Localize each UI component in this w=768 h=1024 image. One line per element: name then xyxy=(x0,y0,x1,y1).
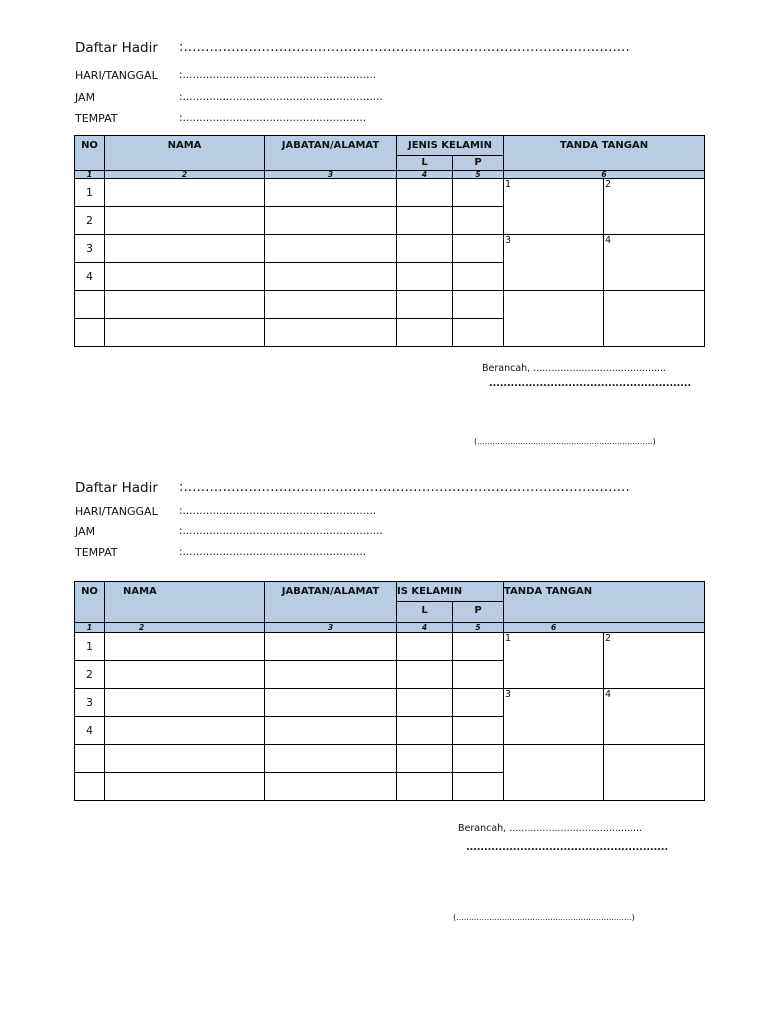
col-index: 2 xyxy=(105,171,265,179)
col-header-tanda-tangan: TANDA TANGAN xyxy=(504,582,705,623)
nama-cell[interactable] xyxy=(105,661,265,689)
col-index: 3 xyxy=(265,623,397,633)
jabatan-cell[interactable] xyxy=(265,689,397,717)
p-cell[interactable] xyxy=(453,689,504,717)
p-cell[interactable] xyxy=(453,717,504,745)
signature-name-line: (.....................................................................) xyxy=(474,437,656,446)
col-header-l: L xyxy=(397,602,453,623)
col-index: 4 xyxy=(397,623,453,633)
p-cell[interactable] xyxy=(453,633,504,661)
l-cell[interactable] xyxy=(397,291,453,319)
col-header-tanda-tangan: TANDA TANGAN xyxy=(504,136,705,171)
field-value-date: :.......................................................... xyxy=(179,69,377,81)
title-fill-line: :....................................................................................................... xyxy=(179,40,630,55)
place-date-line: Berancah, ............................................ xyxy=(458,823,643,834)
col-index: 1 xyxy=(75,171,105,179)
field-value-time: :............................................................ xyxy=(179,91,383,103)
p-cell[interactable] xyxy=(453,207,504,235)
jabatan-cell[interactable] xyxy=(265,319,397,347)
p-cell[interactable] xyxy=(453,235,504,263)
row-number: 3 xyxy=(75,235,105,263)
nama-cell[interactable] xyxy=(105,773,265,801)
col-index: 6 xyxy=(504,623,705,633)
row-number: 4 xyxy=(75,717,105,745)
row-number: 1 xyxy=(75,179,105,207)
field-label-date: HARI/TANGGAL xyxy=(75,69,158,82)
signature-name-line: (.....................................................................) xyxy=(453,913,635,922)
col-header-nama: NAMA xyxy=(105,582,265,623)
jabatan-cell[interactable] xyxy=(265,207,397,235)
row-number: 4 xyxy=(75,263,105,291)
l-cell[interactable] xyxy=(397,689,453,717)
place-date-line: Berancah, ............................................ xyxy=(482,363,667,374)
col-header-nama: NAMA xyxy=(105,136,265,171)
col-header-no: NO xyxy=(75,136,105,171)
nama-cell[interactable] xyxy=(105,263,265,291)
nama-cell[interactable] xyxy=(105,745,265,773)
signature-cell[interactable]: 1 xyxy=(504,179,604,235)
jabatan-cell[interactable] xyxy=(265,291,397,319)
row-number: 1 xyxy=(75,633,105,661)
signature-cell[interactable]: 3 xyxy=(504,689,604,745)
form-title: Daftar Hadir xyxy=(75,480,158,496)
signature-cell[interactable] xyxy=(504,291,604,347)
form-title: Daftar Hadir xyxy=(75,40,158,56)
nama-cell[interactable] xyxy=(105,207,265,235)
l-cell[interactable] xyxy=(397,745,453,773)
col-header-p: P xyxy=(453,156,504,171)
p-cell[interactable] xyxy=(453,661,504,689)
row-number: 3 xyxy=(75,689,105,717)
field-value-place: :....................................................... xyxy=(179,112,367,124)
col-index: 5 xyxy=(453,623,504,633)
table-row xyxy=(75,633,705,661)
signature-cell[interactable]: 3 xyxy=(504,235,604,291)
signature-cell[interactable] xyxy=(604,745,705,801)
col-header-jenis-kelamin: IS KELAMIN xyxy=(397,582,504,602)
p-cell[interactable] xyxy=(453,745,504,773)
signature-cell[interactable] xyxy=(604,291,705,347)
row-number xyxy=(75,291,105,319)
signature-cell[interactable]: 4 xyxy=(604,235,705,291)
l-cell[interactable] xyxy=(397,263,453,291)
jabatan-cell[interactable] xyxy=(265,661,397,689)
row-number: 2 xyxy=(75,661,105,689)
l-cell[interactable] xyxy=(397,207,453,235)
col-index: 1 xyxy=(75,623,105,633)
table-row xyxy=(75,689,705,717)
l-cell[interactable] xyxy=(397,235,453,263)
jabatan-cell[interactable] xyxy=(265,263,397,291)
jabatan-cell[interactable] xyxy=(265,773,397,801)
signature-cell[interactable]: 2 xyxy=(604,179,705,235)
signature-cell[interactable]: 1 xyxy=(504,633,604,689)
col-index: 2 xyxy=(105,623,265,633)
attendance-table xyxy=(74,581,705,801)
field-label-date: HARI/TANGGAL xyxy=(75,505,158,518)
l-cell[interactable] xyxy=(397,717,453,745)
jabatan-cell[interactable] xyxy=(265,745,397,773)
col-header-p: P xyxy=(453,602,504,623)
p-cell[interactable] xyxy=(453,319,504,347)
field-value-date: :.......................................................... xyxy=(179,505,377,517)
row-number: 2 xyxy=(75,207,105,235)
col-header-jenis-kelamin: JENIS KELAMIN xyxy=(397,136,504,156)
p-cell[interactable] xyxy=(453,773,504,801)
l-cell[interactable] xyxy=(397,773,453,801)
p-cell[interactable] xyxy=(453,291,504,319)
l-cell[interactable] xyxy=(397,633,453,661)
col-header-jabatan: JABATAN/ALAMAT xyxy=(265,136,397,171)
jabatan-cell[interactable] xyxy=(265,633,397,661)
field-value-place: :....................................................... xyxy=(179,546,367,558)
col-index: 6 xyxy=(504,171,705,179)
nama-cell[interactable] xyxy=(105,291,265,319)
position-line: ........................................................ xyxy=(466,842,669,853)
signature-cell[interactable] xyxy=(504,745,604,801)
l-cell[interactable] xyxy=(397,661,453,689)
jabatan-cell[interactable] xyxy=(265,717,397,745)
nama-cell[interactable] xyxy=(105,633,265,661)
nama-cell[interactable] xyxy=(105,235,265,263)
row-number xyxy=(75,773,105,801)
field-label-place: TEMPAT xyxy=(75,112,118,125)
row-number xyxy=(75,745,105,773)
table-row xyxy=(75,745,705,773)
p-cell[interactable] xyxy=(453,263,504,291)
l-cell[interactable] xyxy=(397,319,453,347)
row-number xyxy=(75,319,105,347)
nama-cell[interactable] xyxy=(105,717,265,745)
jabatan-cell[interactable] xyxy=(265,235,397,263)
p-cell[interactable] xyxy=(453,179,504,207)
nama-cell[interactable] xyxy=(105,319,265,347)
table-row xyxy=(75,179,705,207)
col-index: 4 xyxy=(397,171,453,179)
l-cell[interactable] xyxy=(397,179,453,207)
nama-cell[interactable] xyxy=(105,689,265,717)
nama-cell[interactable] xyxy=(105,179,265,207)
jabatan-cell[interactable] xyxy=(265,179,397,207)
col-header-no: NO xyxy=(75,582,105,623)
position-line: ........................................................ xyxy=(489,378,692,389)
col-header-jabatan: JABATAN/ALAMAT xyxy=(265,582,397,623)
signature-cell[interactable]: 2 xyxy=(604,633,705,689)
col-header-l: L xyxy=(397,156,453,171)
col-index: 3 xyxy=(265,171,397,179)
title-fill-line: :....................................................................................................... xyxy=(179,480,630,495)
signature-cell[interactable]: 4 xyxy=(604,689,705,745)
field-label-time: JAM xyxy=(75,91,96,104)
col-index: 5 xyxy=(453,171,504,179)
field-value-time: :............................................................ xyxy=(179,525,383,537)
attendance-table xyxy=(74,135,705,347)
table-row xyxy=(75,235,705,263)
table-row xyxy=(75,291,705,319)
field-label-time: JAM xyxy=(75,525,96,538)
field-label-place: TEMPAT xyxy=(75,546,118,559)
